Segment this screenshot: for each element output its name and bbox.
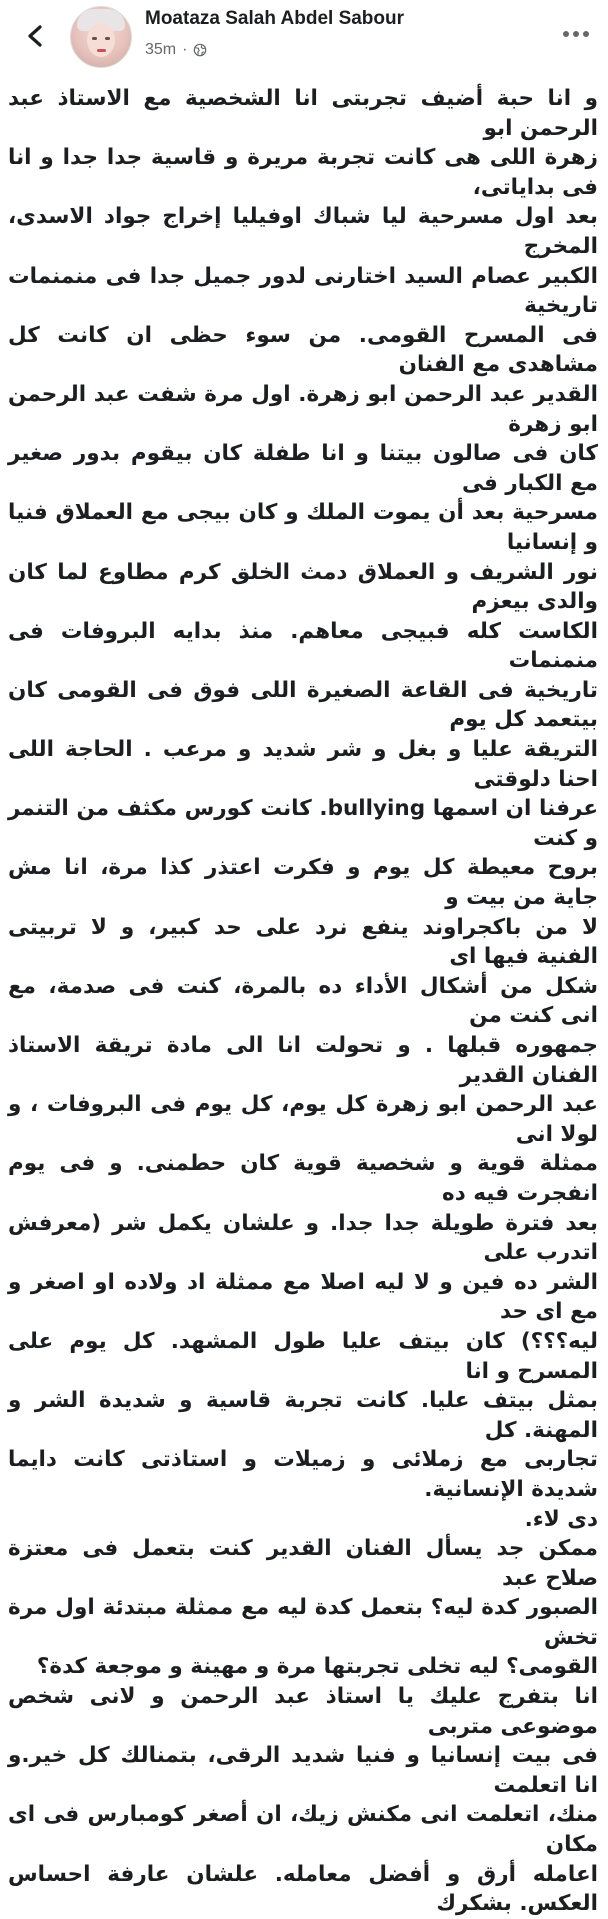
- post-line: جمهوره قبلها . و تحولت انا الى مادة تريقة الاستاذ الفنان القدير: [8, 1033, 598, 1088]
- post-line: عبد الرحمن ابو زهرة كل يوم، كل يوم فى البروفات ، و لولا انى: [8, 1092, 598, 1147]
- post-line: القدير عبد الرحمن ابو زهرة. اول مرة شفت عبد الرحمن ابو زهرة: [8, 381, 598, 437]
- post-body: [8, 84, 599, 1917]
- author-name[interactable]: Moataza Salah Abdel Sabour: [145, 8, 405, 29]
- post-line: نور الشريف و العملاق دمث الخلق كرم مطاوع لما كان والدى بيعزم: [8, 559, 598, 615]
- post-line: ممكن جد يسأل الفنان القدير كنت بتعمل فى معتزة صلاح عبد: [8, 1536, 598, 1591]
- post-meta: [145, 38, 207, 62]
- post-line: بعد فترة طويلة جدا جدا. و علشان يكمل شر (معرفش اتدرب على: [8, 1210, 598, 1266]
- post-line: و انا حبة أضيف تجربتى انا الشخصية مع الاستاذ عبد الرحمن ابو: [8, 86, 598, 141]
- post-line: كان فى صالون بيتنا و انا طفلة كان بيقوم بدور صغير مع الكبار فى: [8, 441, 598, 496]
- post-line: بروح معيطة كل يوم و فكرت اعتذر كذا مرة، انا مش جاية من بيت و: [8, 855, 598, 911]
- post-line: فى بيت إنسانيا و فنيا شديد الرقى، بتمنالك كل خير.و انا اتعلمت: [8, 1743, 598, 1798]
- post-header: [0, 0, 608, 80]
- post-line: لا من باكجراوند ينفع نرد على حد كبير، و لا تربيتى الفنية فيها اى: [8, 914, 598, 970]
- post-line: الشر ده فين و لا ليه اصلا مع ممثلة اد ولاده او اصغر و مع اى حد: [8, 1269, 598, 1325]
- post-line: فى المسرح القومى. من سوء حظى ان كانت كل مشاهدى مع الفنان: [8, 322, 598, 378]
- post-line: ممثلة قوية و شخصية قوية كان حطمنى. و فى يوم انفجرت فيه ده: [8, 1151, 598, 1206]
- post-line: الكاست كله فبيجى معاهم. منذ بدايه البروفات فى منمنمات: [8, 618, 598, 674]
- post-time[interactable]: 35m: [145, 41, 177, 58]
- meta-separator: ·: [182, 41, 188, 58]
- post-line: اعامله أرق و أفضل معامله. علشان عارفة احساس العكس. بشكرك: [8, 1861, 598, 1917]
- post-line: دى لاء.: [524, 1506, 598, 1532]
- post-line: شكل من أشكال الأداء ده بالمرة، كنت فى صدمة، مع انى كنت من: [8, 973, 598, 1029]
- ellipsis-icon: [556, 24, 596, 44]
- post-line: انا بتفرج عليك يا استاذ عبد الرحمن و لانى شخص موضوعى متربى: [8, 1684, 598, 1739]
- post-line: تاريخية فى القاعة الصغيرة اللى فوق فى القومى كان بيتعمد كل يوم: [8, 677, 598, 733]
- post-line: مسرحية بعد أن يموت الملك و كان بيجى مع العملاق فنيا و إنسانيا: [8, 500, 598, 555]
- chevron-left-icon: [18, 18, 54, 54]
- post-line: عرفنا ان اسمها bullying. كانت كورس مكثف من التنمر و كنت: [8, 796, 599, 851]
- post-line: بعد اول مسرحية ليا شباك اوفيليا إخراج جواد الاسدى، المخرج: [8, 204, 598, 259]
- post-line: الكبير عصام السيد اختارنى لدور جميل جدا فى منمنمات تاريخية: [8, 263, 598, 319]
- post-line: القومى؟ ليه تخلى تجربتها مرة و مهينة و موجعة كدة؟: [36, 1654, 598, 1680]
- post-line: منك، اتعلمت انى مكنش زيك، ان أصغر كومبارس فى اى مكان: [8, 1802, 598, 1858]
- more-options-button[interactable]: [556, 24, 596, 44]
- post-line: تجاربى مع زملائى و زميلات و استاذتى كانت دايما شديدة الإنسانية.: [8, 1447, 598, 1502]
- post-line: ليه؟؟؟) كان بيتف عليا طول المشهد. كل يوم على المسرح و انا: [8, 1328, 598, 1384]
- post-line: الصبور كدة ليه؟ بتعمل كدة ليه مع ممثلة مبتدئة اول مرة تخش: [8, 1595, 598, 1650]
- post-line: زهرة اللى هى كانت تجربة مريرة و قاسية جدا جدا و انا فى بداياتى،: [8, 145, 598, 200]
- globe-icon: [193, 43, 207, 57]
- post-line: بمثل بيتف عليا. كانت تجربة قاسية و شديدة الشر و المهنة. كل: [8, 1388, 598, 1443]
- post-line: التريقة عليا و بغل و شر شديد و مرعب . الحاجة اللى احنا دلوقتى: [8, 737, 598, 792]
- back-button[interactable]: [18, 18, 54, 54]
- avatar[interactable]: [70, 6, 132, 68]
